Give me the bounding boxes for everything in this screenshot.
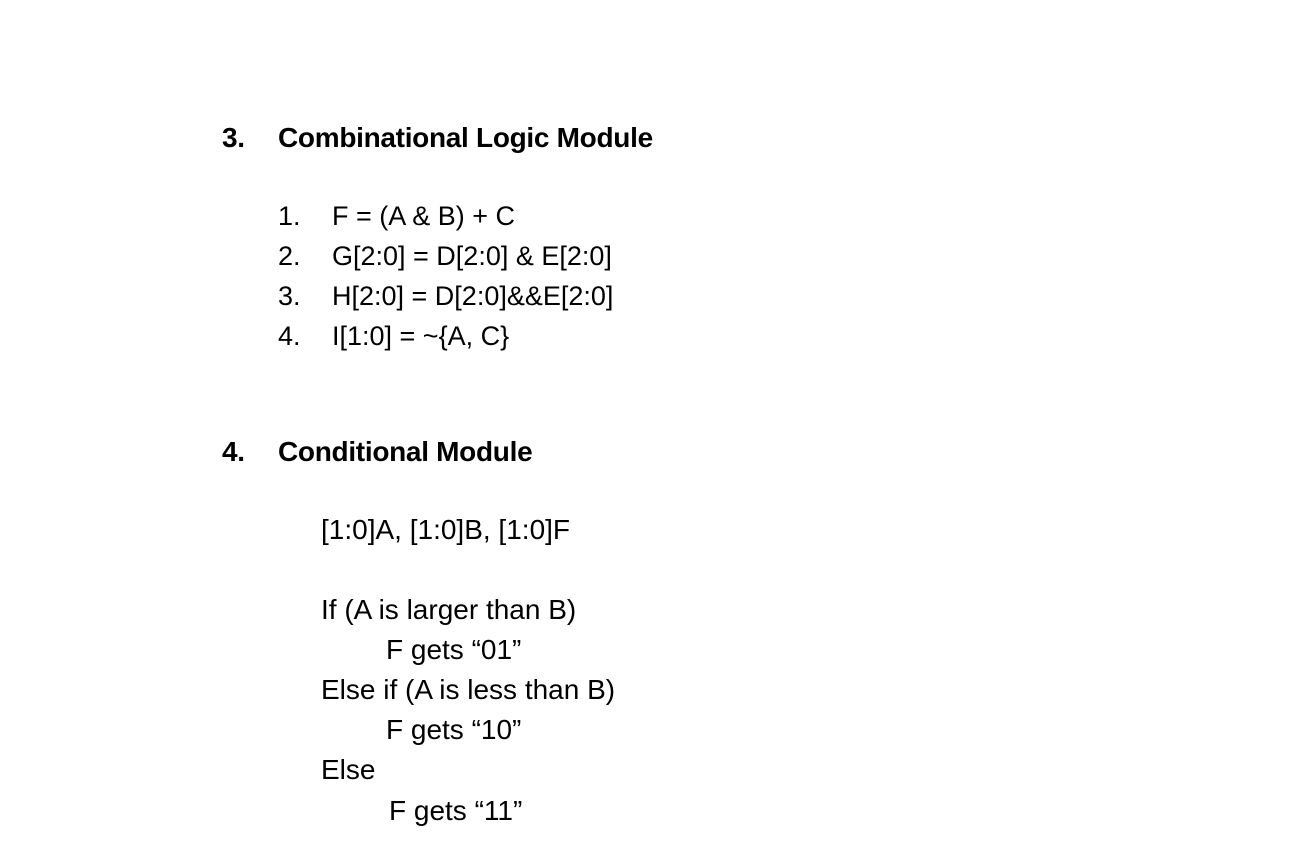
section-title: Combinational Logic Module <box>278 122 653 153</box>
list-item <box>278 196 613 236</box>
assignment-line: F gets “11” <box>389 795 523 826</box>
list-item-text: H[2:0] = D[2:0]&&E[2:0] <box>332 281 614 311</box>
list-item-number: 3. <box>278 281 301 311</box>
logic-expression-list <box>278 196 613 356</box>
list-item-text: I[1:0] = ~{A, C} <box>332 321 510 351</box>
list-item-number: 4. <box>278 321 301 351</box>
signal-declaration: [1:0]A, [1:0]B, [1:0]F <box>321 514 571 545</box>
list-item-text: G[2:0] = D[2:0] & E[2:0] <box>332 241 612 271</box>
list-item <box>278 316 613 356</box>
section-number: 3. <box>222 122 245 153</box>
condition-else-line: Else <box>321 754 376 785</box>
assignment-line: F gets “10” <box>386 714 522 745</box>
list-item <box>278 236 613 276</box>
section-heading-conditional <box>222 434 532 470</box>
condition-else-if-line: Else if (A is less than B) <box>321 674 616 705</box>
list-item-number: 2. <box>278 241 301 271</box>
list-item <box>278 276 613 316</box>
list-item-text: F = (A & B) + C <box>332 201 516 231</box>
condition-if-line: If (A is larger than B) <box>321 594 577 625</box>
section-number: 4. <box>222 436 245 467</box>
assignment-line: F gets “01” <box>386 634 522 665</box>
list-item-number: 1. <box>278 201 301 231</box>
section-heading-combinational-logic <box>222 120 653 156</box>
section-title: Conditional Module <box>278 436 533 467</box>
